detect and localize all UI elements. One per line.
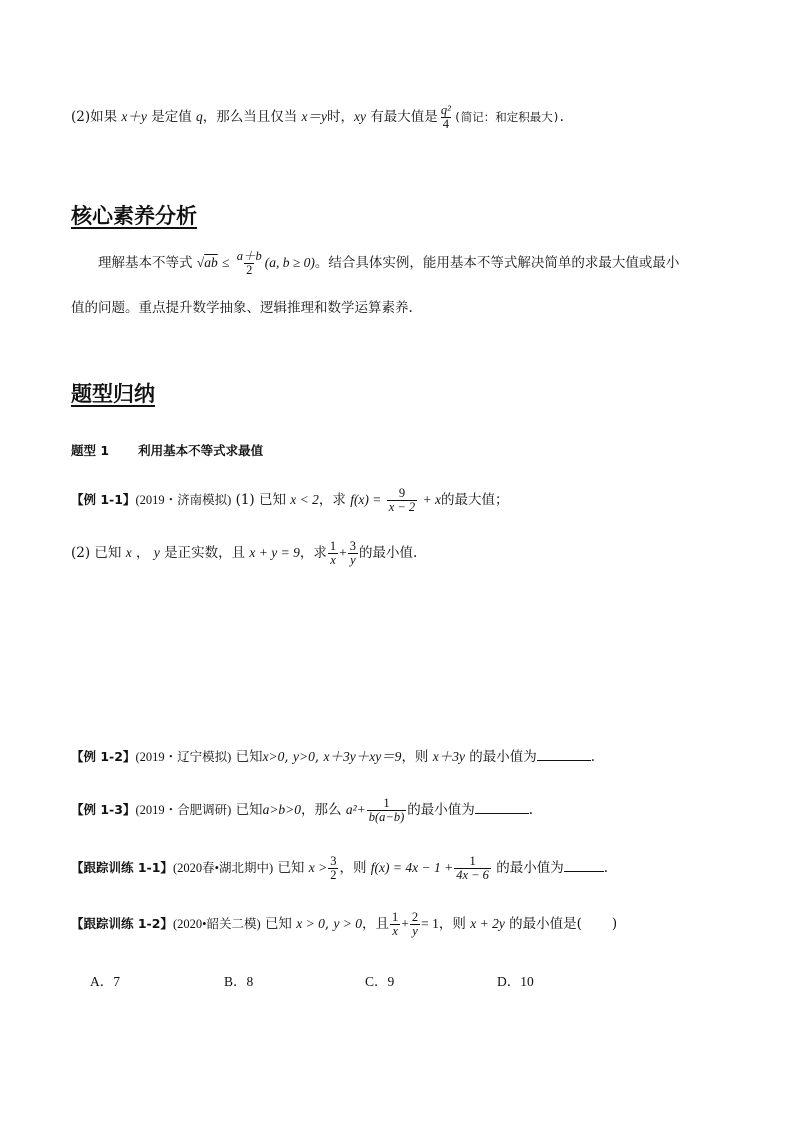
option-letter: A． (90, 974, 114, 989)
question-text: ，则 (438, 916, 466, 933)
sum-expr: x＋y (121, 109, 147, 125)
theorem-line-2 (71, 104, 564, 131)
question-text: (2) 已知 (71, 545, 122, 562)
option-d[interactable] (497, 970, 534, 990)
plus-x: + x (422, 492, 441, 508)
fraction (367, 797, 407, 824)
sum-expr: x + y = 9 (249, 545, 300, 561)
le-sign: ≤ (222, 255, 230, 271)
example-1-1-part1 (71, 487, 508, 514)
fraction (439, 104, 453, 131)
a-squared: a²+ (345, 802, 366, 818)
training-1-1 (71, 855, 608, 882)
example-source: (2019・济南模拟) (135, 493, 232, 508)
example-1-1-part2 (71, 540, 417, 567)
line-text: 是定值 (151, 109, 192, 126)
frac-denominator: y (350, 553, 356, 568)
option-letter: B． (224, 974, 247, 989)
question-text: 已知 (264, 916, 292, 933)
plus-sign: + (339, 545, 347, 561)
section-heading-question-types: 题型归纳 (71, 382, 155, 406)
eq-expr: x＝y (301, 109, 328, 125)
frac-numerator: a＋b (236, 249, 262, 263)
frac-denominator: b(a−b) (368, 810, 405, 825)
line-text: 有最大值是 (370, 109, 438, 126)
fraction (387, 487, 417, 514)
question-text: 的最小值为 (469, 749, 537, 765)
fraction (390, 911, 400, 938)
condition: x > 0 (296, 916, 325, 932)
training-tag: 【跟踪训练 1-1】 (71, 860, 173, 876)
q-var: q (196, 109, 203, 125)
frac-denominator: x (392, 924, 398, 939)
type-label: 题型 1 (71, 443, 110, 458)
frac-numerator: 3 (349, 539, 356, 553)
core-literacy-paragraph-line2: 值的问题。重点提升数学抽象、逻辑推理和数学运算素养. (71, 300, 413, 316)
question-type-1 (71, 440, 263, 459)
fraction (454, 855, 491, 882)
frac-numerator: 9 (398, 486, 406, 500)
question-text: 已知 (277, 860, 305, 877)
period: . (603, 860, 609, 877)
question-text: 是正实数，且 (164, 545, 246, 562)
training-source: (2020•韶关二模) (172, 917, 261, 932)
y-var: y (153, 545, 160, 561)
example-1-3 (71, 797, 533, 824)
question-text: (1) 已知 (235, 492, 286, 509)
mnemonic-note: (简记：和定积最大) (453, 110, 560, 125)
question-text: 的最小值为 (496, 860, 564, 877)
fraction (328, 855, 338, 882)
frac-denominator: 4 (442, 117, 449, 132)
example-1-2: 【例 1-2】(2019・辽宁模拟) 已知x>0, y>0, x＋3y＋xy＝9，则 x＋3y 的最小值为 . (71, 749, 596, 765)
question-text: 的最大值； (440, 492, 509, 509)
function-expr: f(x) = 4x − 1 + (370, 860, 454, 876)
frac-numerator: 1 (329, 539, 337, 553)
condition: x > (308, 860, 328, 876)
condition: a>b>0 (262, 802, 302, 818)
frac-numerator: 1 (392, 910, 399, 924)
answer-blank[interactable] (475, 803, 529, 814)
frac-denominator: 2 (246, 263, 253, 278)
condition: (a, b ≥ 0) (264, 255, 315, 271)
option-a[interactable] (90, 970, 120, 990)
comma: ， (136, 545, 150, 562)
plus-sign: + (401, 916, 409, 932)
frac-denominator: x − 2 (388, 500, 416, 515)
fraction (348, 540, 358, 567)
question-text: ，求 (299, 545, 327, 562)
question-text: 已知 (235, 802, 263, 819)
question-text: ，则 (339, 860, 367, 877)
question-text: ，且 (362, 916, 390, 933)
close-paren: ) (611, 916, 618, 933)
frac-numerator: 2 (411, 910, 419, 924)
frac-numerator: 3 (330, 854, 337, 868)
fraction (328, 540, 338, 567)
target-expr: x + 2y (470, 916, 505, 932)
option-b[interactable] (224, 970, 253, 990)
training-source: (2020春•湖北期中) (172, 861, 274, 876)
frac-denominator: 4x − 6 (456, 868, 489, 883)
frac-numerator: 1 (469, 854, 476, 868)
question-text: 的最小值. (359, 545, 418, 562)
frac-denominator: x (330, 553, 336, 568)
sqrt-expr: √ab (196, 255, 218, 271)
condition: x＋3y＋xy＝9 (323, 749, 402, 764)
fraction (235, 250, 264, 277)
section-heading-core-literacy: 核心素养分析 (71, 204, 197, 228)
answer-blank[interactable] (564, 861, 604, 872)
type-title: 利用基本不等式求最值 (138, 443, 264, 458)
question-text: 已知 (235, 749, 263, 765)
frac-denominator: y (412, 924, 418, 939)
line-text: ，那么当且仅当 (202, 109, 298, 126)
line-prefix: (2)如果 (71, 109, 118, 126)
xy-expr: xy (354, 109, 367, 125)
sqrt-radicand: ab (204, 255, 218, 271)
target-expr: x＋3y (432, 749, 465, 764)
frac-numerator: q² (440, 103, 451, 117)
frac-denominator: 2 (330, 868, 337, 883)
option-value: 8 (246, 974, 254, 989)
question-text: ，则 (401, 749, 429, 765)
option-value: 10 (520, 974, 534, 989)
example-source: (2019・辽宁模拟) (135, 750, 232, 764)
condition: y > 0 (333, 916, 363, 932)
period: . (590, 749, 596, 765)
x-var: x (125, 545, 132, 561)
period: . (528, 802, 534, 819)
example-source: (2019・合肥调研) (135, 803, 232, 818)
line-text: 时， (327, 109, 355, 126)
question-text: ，求 (318, 492, 346, 509)
para-text: 。结合具体实例，能用基本不等式解决简单的求最大值或最小 (314, 255, 680, 272)
example-tag: 【例 1-2】 (71, 749, 136, 764)
equals-one: = 1 (421, 916, 439, 932)
function-expr: f(x) = (350, 492, 382, 508)
fraction (410, 911, 420, 938)
training-tag: 【跟踪训练 1-2】 (71, 916, 173, 932)
condition: x < 2 (290, 492, 319, 508)
option-letter: C． (365, 974, 388, 989)
para-text: 理解基本不等式 (98, 255, 193, 272)
option-value: 7 (113, 974, 120, 989)
question-text: ，那么 (301, 802, 342, 819)
period: . (559, 109, 564, 126)
question-text: 的最小值为 (407, 802, 475, 819)
frac-numerator: 1 (383, 796, 390, 810)
core-literacy-paragraph-line1 (98, 250, 679, 277)
answer-blank[interactable] (537, 750, 591, 761)
example-tag: 【例 1-1】 (71, 492, 136, 508)
example-tag: 【例 1-3】 (71, 802, 136, 818)
question-text: 的最小值是( (509, 916, 582, 933)
option-value: 9 (387, 974, 395, 989)
option-letter: D． (497, 974, 521, 989)
condition: y>0 (293, 749, 315, 764)
condition: x>0 (262, 749, 285, 764)
training-1-2: 【跟踪训练 1-2】(2020•韶关二模) 已知 x > 0, y > 0，且 $\frac{1}{x}$ + $\frac{2}{y}$ = 1，则 x + 2y 的最小值是( ) (71, 910, 618, 939)
option-c[interactable] (365, 970, 394, 990)
